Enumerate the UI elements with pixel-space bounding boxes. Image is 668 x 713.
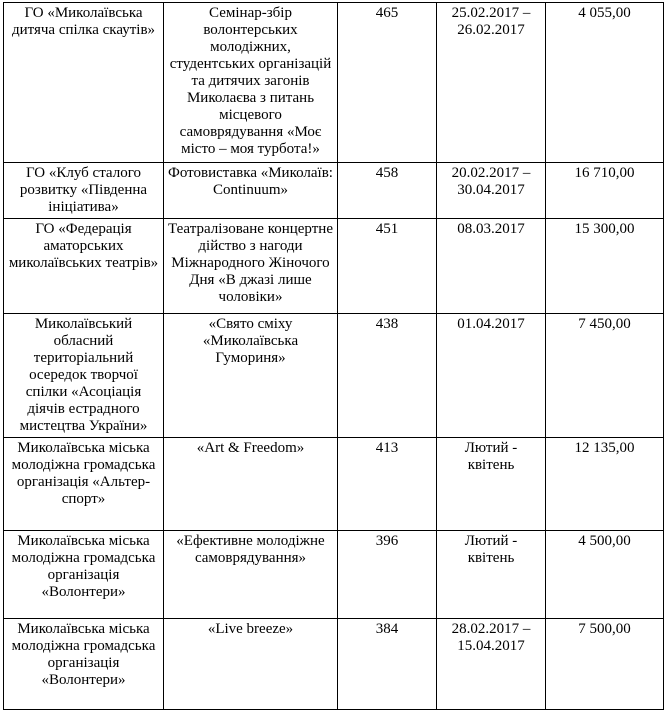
cell-organization: Миколаївський обласний територіальний осередок творчої спілки «Асоціація діячів естрадного мистецтва України»	[4, 314, 164, 438]
cell-organization: Миколаївська міська молодіжна громадська організація «Волонтери»	[4, 531, 164, 619]
cell-project-name: Театралізоване концертне дійство з нагоди Міжнародного Жіночого Дня «В джазі лише чоловіки»	[164, 219, 338, 314]
table-row	[4, 219, 664, 314]
cell-amount: 7 500,00	[546, 619, 664, 710]
cell-number: 438	[338, 314, 437, 438]
cell-project-name: Фотовиставка «Миколаїв: Continuum»	[164, 163, 338, 219]
cell-dates: Лютий - квітень	[437, 531, 546, 619]
cell-project-name: «Live breeze»	[164, 619, 338, 710]
cell-project-name: «Ефективне молодіжне самоврядування»	[164, 531, 338, 619]
cell-amount: 4 055,00	[546, 3, 664, 163]
table-row	[4, 619, 664, 710]
table-row	[4, 531, 664, 619]
cell-amount: 4 500,00	[546, 531, 664, 619]
cell-amount: 12 135,00	[546, 438, 664, 531]
cell-organization: Миколаївська міська молодіжна громадська організація «Альтер-спорт»	[4, 438, 164, 531]
table-row	[4, 3, 664, 163]
cell-organization: ГО «Миколаївська дитяча спілка скаутів»	[4, 3, 164, 163]
cell-amount: 7 450,00	[546, 314, 664, 438]
cell-organization: ГО «Федерація аматорських миколаївських театрів»	[4, 219, 164, 314]
cell-number: 458	[338, 163, 437, 219]
grants-table-body	[4, 3, 664, 710]
cell-organization: ГО «Клуб сталого розвитку «Південна ініціатива»	[4, 163, 164, 219]
cell-dates: 28.02.2017 – 15.04.2017	[437, 619, 546, 710]
table-row	[4, 438, 664, 531]
cell-dates: Лютий - квітень	[437, 438, 546, 531]
cell-number: 384	[338, 619, 437, 710]
cell-number: 413	[338, 438, 437, 531]
grants-table	[3, 2, 664, 710]
cell-number: 451	[338, 219, 437, 314]
cell-dates: 01.04.2017	[437, 314, 546, 438]
table-row	[4, 314, 664, 438]
cell-number: 465	[338, 3, 437, 163]
cell-dates: 20.02.2017 – 30.04.2017	[437, 163, 546, 219]
cell-amount: 16 710,00	[546, 163, 664, 219]
cell-project-name: Семінар-збір волонтерських молодіжних, студентських організацій та дитячих загонів Миколаєва з питань місцевого самоврядування «Моє місто – моя турбота!»	[164, 3, 338, 163]
cell-dates: 08.03.2017	[437, 219, 546, 314]
cell-organization: Миколаївська міська молодіжна громадська організація «Волонтери»	[4, 619, 164, 710]
cell-project-name: «Свято сміху «Миколаївська Гумориня»	[164, 314, 338, 438]
cell-amount: 15 300,00	[546, 219, 664, 314]
table-row	[4, 163, 664, 219]
cell-dates: 25.02.2017 – 26.02.2017	[437, 3, 546, 163]
cell-project-name: «Art & Freedom»	[164, 438, 338, 531]
cell-number: 396	[338, 531, 437, 619]
